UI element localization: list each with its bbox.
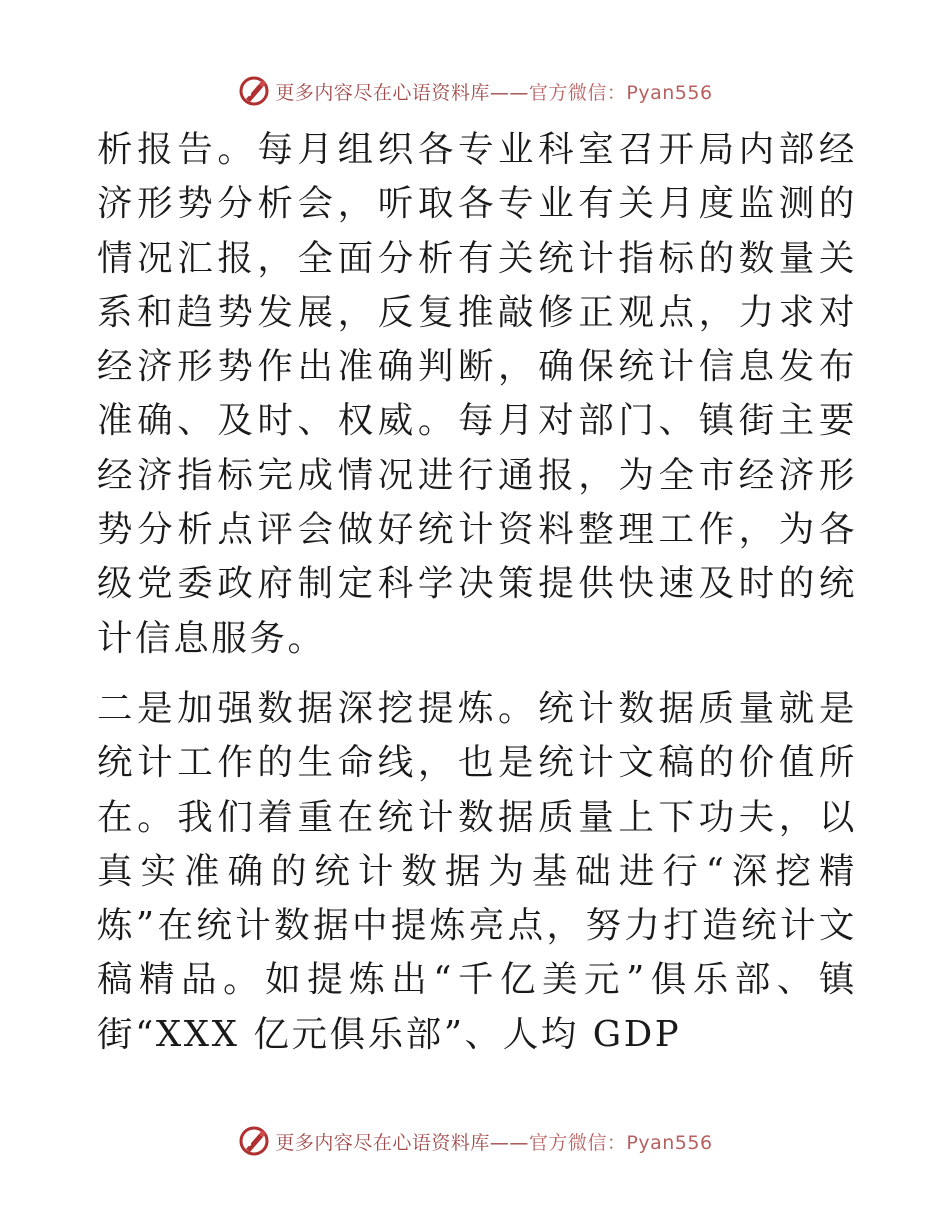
- header-banner-wechat: 官方微信：Pyan556: [528, 81, 713, 104]
- footer-banner-title: 更多内容尽在心语资料库: [275, 1131, 490, 1154]
- header-banner-title: 更多内容尽在心语资料库: [275, 81, 490, 104]
- footer-banner-wechat: 官方微信：Pyan556: [528, 1131, 713, 1154]
- body-paragraph-2: 二是加强数据深挖提炼。统计数据质量就是统计工作的生命线，也是统计文稿的价值所在。我们着重在统计数据质量上下功夫，以真实准确的统计数据为基础进行“深挖精炼”在统计数据中提炼亮点，努力打造统计文稿精品。如提炼出“千亿美元”俱乐部、镇街“XXX 亿元俱乐部”、人均 GDP: [97, 687, 857, 1055]
- document-body: [97, 123, 857, 1062]
- header-banner-text: [275, 78, 712, 105]
- pen-logo-icon: [237, 1124, 271, 1158]
- body-paragraph-1: 析报告。每月组织各专业科室召开局内部经济形势分析会，听取各专业有关月度监测的情况汇报，全面分析有关统计指标的数量关系和趋势发展，反复推敲修正观点，力求对经济形势作出准确判断，确保统计信息发布准确、及时、权威。每月对部门、镇街主要经济指标完成情况进行通报，为全市经济形势分析点评会做好统计资料整理工作，为各级党委政府制定科学决策提供快速及时的统计信息服务。: [97, 129, 857, 659]
- footer-banner-text: [275, 1128, 712, 1155]
- footer-banner: [0, 1121, 950, 1161]
- pen-logo-icon: [237, 74, 271, 108]
- footer-banner-dash: ——: [489, 1131, 529, 1154]
- header-banner-dash: ——: [489, 81, 529, 104]
- header-banner: [0, 71, 950, 111]
